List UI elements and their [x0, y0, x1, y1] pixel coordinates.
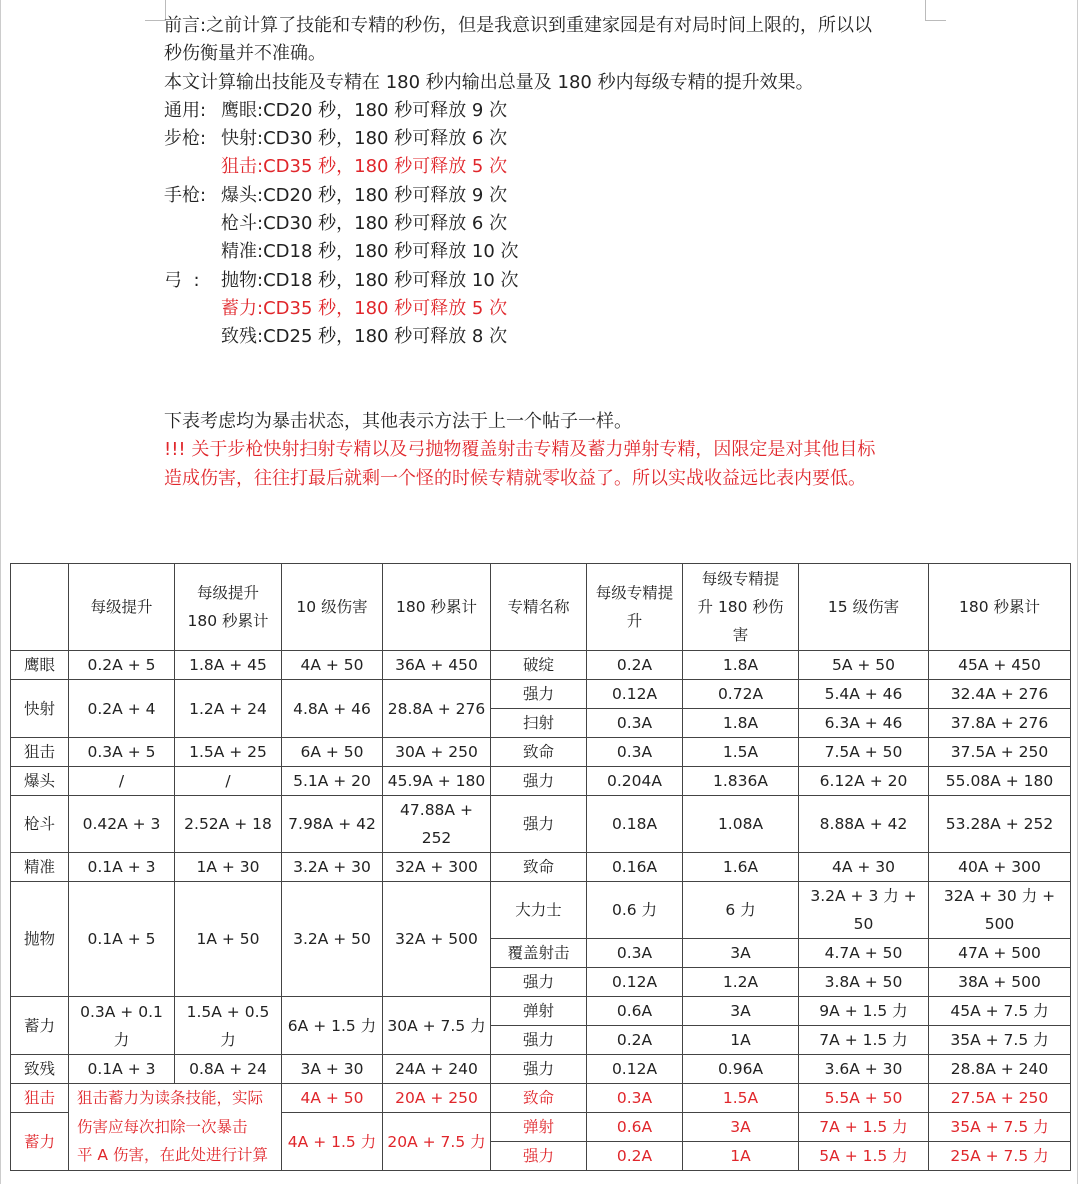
table-row	[11, 997, 1071, 1026]
table-row	[11, 651, 1071, 680]
table-cell: /	[69, 767, 175, 796]
spec-cell: 致命	[491, 738, 587, 767]
table-cell: 0.12A	[587, 1055, 683, 1084]
table-cell: 0.6A	[587, 997, 683, 1026]
skill-row: 通用: 鹰眼: CD20 秒，180 秒可释放 9 次	[164, 99, 508, 121]
table-cell: 3.6A + 30	[799, 1055, 929, 1084]
table-cell: 3A	[683, 939, 799, 968]
table-row	[11, 1084, 1071, 1113]
note-line: 下表考虑均为暴击状态，其他表示方法于上一个帖子一样。	[164, 411, 632, 433]
table-row	[11, 767, 1071, 796]
table-cell: 32A + 300	[383, 853, 491, 882]
table-cell: 0.3A	[587, 738, 683, 767]
header-cell: 专精名称	[491, 564, 587, 651]
table-cell: 1.6A	[683, 853, 799, 882]
table-cell: 0.1A + 3	[69, 1055, 175, 1084]
table-cell: 25A + 7.5 力	[929, 1142, 1071, 1171]
table-cell: 0.1A + 5	[69, 882, 175, 997]
table-cell: 0.2A + 5	[69, 651, 175, 680]
skill-cell: 蓄力	[11, 1113, 69, 1171]
table-cell: 3.2A + 50	[282, 882, 383, 997]
table-cell: 45A + 7.5 力	[929, 997, 1071, 1026]
table-cell: 8.88A + 42	[799, 796, 929, 853]
table-row	[11, 738, 1071, 767]
spec-cell: 致命	[491, 1084, 587, 1113]
table-cell: 7.98A + 42	[282, 796, 383, 853]
table-cell: 36A + 450	[383, 651, 491, 680]
intro-line: 本文计算输出技能及专精在 180 秒内输出总量及 180 秒内每级专精的提升效果。	[164, 71, 814, 93]
table-cell: 0.3A	[587, 939, 683, 968]
table-cell: 1.08A	[683, 796, 799, 853]
table-cell: 0.2A + 4	[69, 680, 175, 738]
table-cell: 0.18A	[587, 796, 683, 853]
header-cell: 180 秒累计	[383, 564, 491, 651]
table-cell: 5.5A + 50	[799, 1084, 929, 1113]
table-cell: 55.08A + 180	[929, 767, 1071, 796]
table-cell: 0.8A + 24	[175, 1055, 282, 1084]
skill-row: 狙击: CD35 秒，180 秒可释放 5 次	[221, 156, 508, 178]
spec-cell: 强力	[491, 767, 587, 796]
spec-cell: 强力	[491, 1055, 587, 1084]
spacer	[164, 352, 924, 409]
table-cell: 5.4A + 46	[799, 680, 929, 709]
table-cell: 0.12A	[587, 680, 683, 709]
table-cell: 1A	[683, 1142, 799, 1171]
table-cell: 1.8A + 45	[175, 651, 282, 680]
header-cell: 每级提升	[69, 564, 175, 651]
skill-cell: 快射	[11, 680, 69, 738]
table-row	[11, 853, 1071, 882]
table-cell: 7A + 1.5 力	[799, 1113, 929, 1142]
table-cell: 7A + 1.5 力	[799, 1026, 929, 1055]
skill-cell: 狙击	[11, 1084, 69, 1113]
table-cell: 0.72A	[683, 680, 799, 709]
intro-line: 前言:之前计算了技能和专精的秒伤，但是我意识到重建家园是有对局时间上限的，所以以	[164, 15, 873, 36]
table-cell: 0.2A	[587, 651, 683, 680]
header-cell: 每级专精提 升	[587, 564, 683, 651]
table-cell: 3.2A + 30	[282, 853, 383, 882]
spec-cell: 强力	[491, 796, 587, 853]
page-edge-left	[0, 0, 1, 1184]
table-cell: 20A + 250	[383, 1084, 491, 1113]
spec-cell: 强力	[491, 968, 587, 997]
table-header-row	[11, 564, 1071, 651]
table-cell: 32A + 30 力 + 500	[929, 882, 1071, 939]
table-cell: 1A + 50	[175, 882, 282, 997]
table-cell: 0.16A	[587, 853, 683, 882]
table-cell: 3A	[683, 997, 799, 1026]
table-cell: 37.8A + 276	[929, 709, 1071, 738]
table-row	[11, 796, 1071, 853]
spec-cell: 弹射	[491, 997, 587, 1026]
table-row	[11, 1055, 1071, 1084]
table-row	[11, 882, 1071, 939]
table-cell: 1.8A	[683, 651, 799, 680]
table-cell: 4.8A + 46	[282, 680, 383, 738]
table-cell: 3A	[683, 1113, 799, 1142]
table-cell: 3.2A + 3 力 + 50	[799, 882, 929, 939]
skill-row: 精准: CD18 秒，180 秒可释放 10 次	[221, 241, 519, 263]
table-cell: 0.2A	[587, 1142, 683, 1171]
table-cell: 6A + 1.5 力	[282, 997, 383, 1055]
table-cell: 1.2A	[683, 968, 799, 997]
table-cell: 20A + 7.5 力	[383, 1113, 491, 1171]
table-cell: 7.5A + 50	[799, 738, 929, 767]
table-cell: 1.5A + 0.5 力	[175, 997, 282, 1055]
table-cell: 1.5A + 25	[175, 738, 282, 767]
warning-line: 造成伤害，往往打最后就剩一个怪的时候专精就零收益了。所以实战收益远比表内要低。	[164, 467, 866, 489]
skill-cell: 枪斗	[11, 796, 69, 853]
spec-cell: 强力	[491, 1142, 587, 1171]
table-cell: 6A + 50	[282, 738, 383, 767]
table-cell: 45A + 450	[929, 651, 1071, 680]
skill-cell: 爆头	[11, 767, 69, 796]
skill-cell: 鹰眼	[11, 651, 69, 680]
table-cell: 32.4A + 276	[929, 680, 1071, 709]
table-cell: 37.5A + 250	[929, 738, 1071, 767]
table-cell: 1.5A	[683, 1084, 799, 1113]
table-cell: 0.204A	[587, 767, 683, 796]
skill-row: 致残: CD25 秒，180 秒可释放 8 次	[221, 326, 508, 348]
skill-cell: 精准	[11, 853, 69, 882]
spec-cell: 扫射	[491, 709, 587, 738]
table-cell: 47A + 500	[929, 939, 1071, 968]
table-cell: 5A + 50	[799, 651, 929, 680]
skill-cell: 抛物	[11, 882, 69, 997]
page-corner-mark-right	[925, 0, 946, 21]
table-cell: 1.5A	[683, 738, 799, 767]
table-cell: 0.3A + 0.1 力	[69, 997, 175, 1055]
table-cell: 1A + 30	[175, 853, 282, 882]
table-cell: 2.52A + 18	[175, 796, 282, 853]
table-cell: 0.96A	[683, 1055, 799, 1084]
skill-row: 枪斗: CD30 秒，180 秒可释放 6 次	[221, 213, 508, 235]
spec-cell: 破绽	[491, 651, 587, 680]
table-cell: 24A + 240	[383, 1055, 491, 1084]
intro-line: 秒伤衡量并不准确。	[164, 43, 326, 65]
table-cell: 0.3A	[587, 709, 683, 738]
table-cell: 0.1A + 3	[69, 853, 175, 882]
damage-table	[10, 563, 1071, 1171]
header-cell: 180 秒累计	[929, 564, 1071, 651]
table-cell: 1.2A + 24	[175, 680, 282, 738]
table-cell: 30A + 7.5 力	[383, 997, 491, 1055]
header-cell: 每级提升 180 秒累计	[175, 564, 282, 651]
table-cell: 1A	[683, 1026, 799, 1055]
table-cell: 32A + 500	[383, 882, 491, 997]
note-cell: 狙击蓄力为读条技能，实际 伤害应每次扣除一次暴击 平 A 伤害，在此处进行计算	[69, 1084, 282, 1171]
table-cell: 3A + 30	[282, 1055, 383, 1084]
table-cell: 47.88A + 252	[383, 796, 491, 853]
table-cell: 28.8A + 240	[929, 1055, 1071, 1084]
header-cell: 每级专精提 升 180 秒伤 害	[683, 564, 799, 651]
skill-row: 手枪: 爆头: CD20 秒，180 秒可释放 9 次	[164, 184, 508, 206]
skill-cell: 蓄力	[11, 997, 69, 1055]
table-cell: 28.8A + 276	[383, 680, 491, 738]
table-cell: 6.3A + 46	[799, 709, 929, 738]
table-cell: 45.9A + 180	[383, 767, 491, 796]
page-edge-right	[1077, 0, 1078, 1184]
document-body	[164, 12, 924, 493]
table-cell: 4.7A + 50	[799, 939, 929, 968]
table-cell: 5.1A + 20	[282, 767, 383, 796]
table-cell: 0.3A + 5	[69, 738, 175, 767]
page-corner-mark-left	[145, 0, 166, 21]
spec-cell: 强力	[491, 680, 587, 709]
table-cell: 53.28A + 252	[929, 796, 1071, 853]
table-cell: 1.8A	[683, 709, 799, 738]
table-cell: 9A + 1.5 力	[799, 997, 929, 1026]
table-cell: 3.8A + 50	[799, 968, 929, 997]
table-cell: 4A + 50	[282, 651, 383, 680]
table-cell: 27.5A + 250	[929, 1084, 1071, 1113]
table-cell: 6 力	[683, 882, 799, 939]
skill-row: 蓄力: CD35 秒，180 秒可释放 5 次	[221, 297, 508, 319]
table-cell: /	[175, 767, 282, 796]
table-cell: 4A + 30	[799, 853, 929, 882]
header-cell: 15 级伤害	[799, 564, 929, 651]
table-cell: 6.12A + 20	[799, 767, 929, 796]
table-cell: 5A + 1.5 力	[799, 1142, 929, 1171]
spec-cell: 弹射	[491, 1113, 587, 1142]
spec-cell: 大力士	[491, 882, 587, 939]
skill-list	[164, 97, 924, 352]
table-cell: 0.6A	[587, 1113, 683, 1142]
table-cell: 35A + 7.5 力	[929, 1026, 1071, 1055]
skill-cell: 狙击	[11, 738, 69, 767]
table-cell: 0.12A	[587, 968, 683, 997]
table-cell: 0.2A	[587, 1026, 683, 1055]
spec-cell: 覆盖射击	[491, 939, 587, 968]
table-cell: 0.3A	[587, 1084, 683, 1113]
table-cell: 0.42A + 3	[69, 796, 175, 853]
table-cell: 30A + 250	[383, 738, 491, 767]
skill-cell: 致残	[11, 1055, 69, 1084]
skill-row: 步枪: 快射: CD30 秒，180 秒可释放 6 次	[164, 128, 508, 150]
skill-row: 弓 : 抛物: CD18 秒，180 秒可释放 10 次	[164, 269, 519, 291]
table-cell: 38A + 500	[929, 968, 1071, 997]
spec-cell: 强力	[491, 1026, 587, 1055]
table-row	[11, 680, 1071, 709]
table-cell: 40A + 300	[929, 853, 1071, 882]
table-cell: 1.836A	[683, 767, 799, 796]
table-cell: 0.6 力	[587, 882, 683, 939]
table-cell: 35A + 7.5 力	[929, 1113, 1071, 1142]
spec-cell: 致命	[491, 853, 587, 882]
table-cell: 4A + 50	[282, 1084, 383, 1113]
header-cell: 10 级伤害	[282, 564, 383, 651]
table-cell: 4A + 1.5 力	[282, 1113, 383, 1171]
header-cell	[11, 564, 69, 651]
warning-line: !!! 关于步枪快射扫射专精以及弓抛物覆盖射击专精及蓄力弹射专精，因限定是对其他目标	[164, 439, 876, 461]
